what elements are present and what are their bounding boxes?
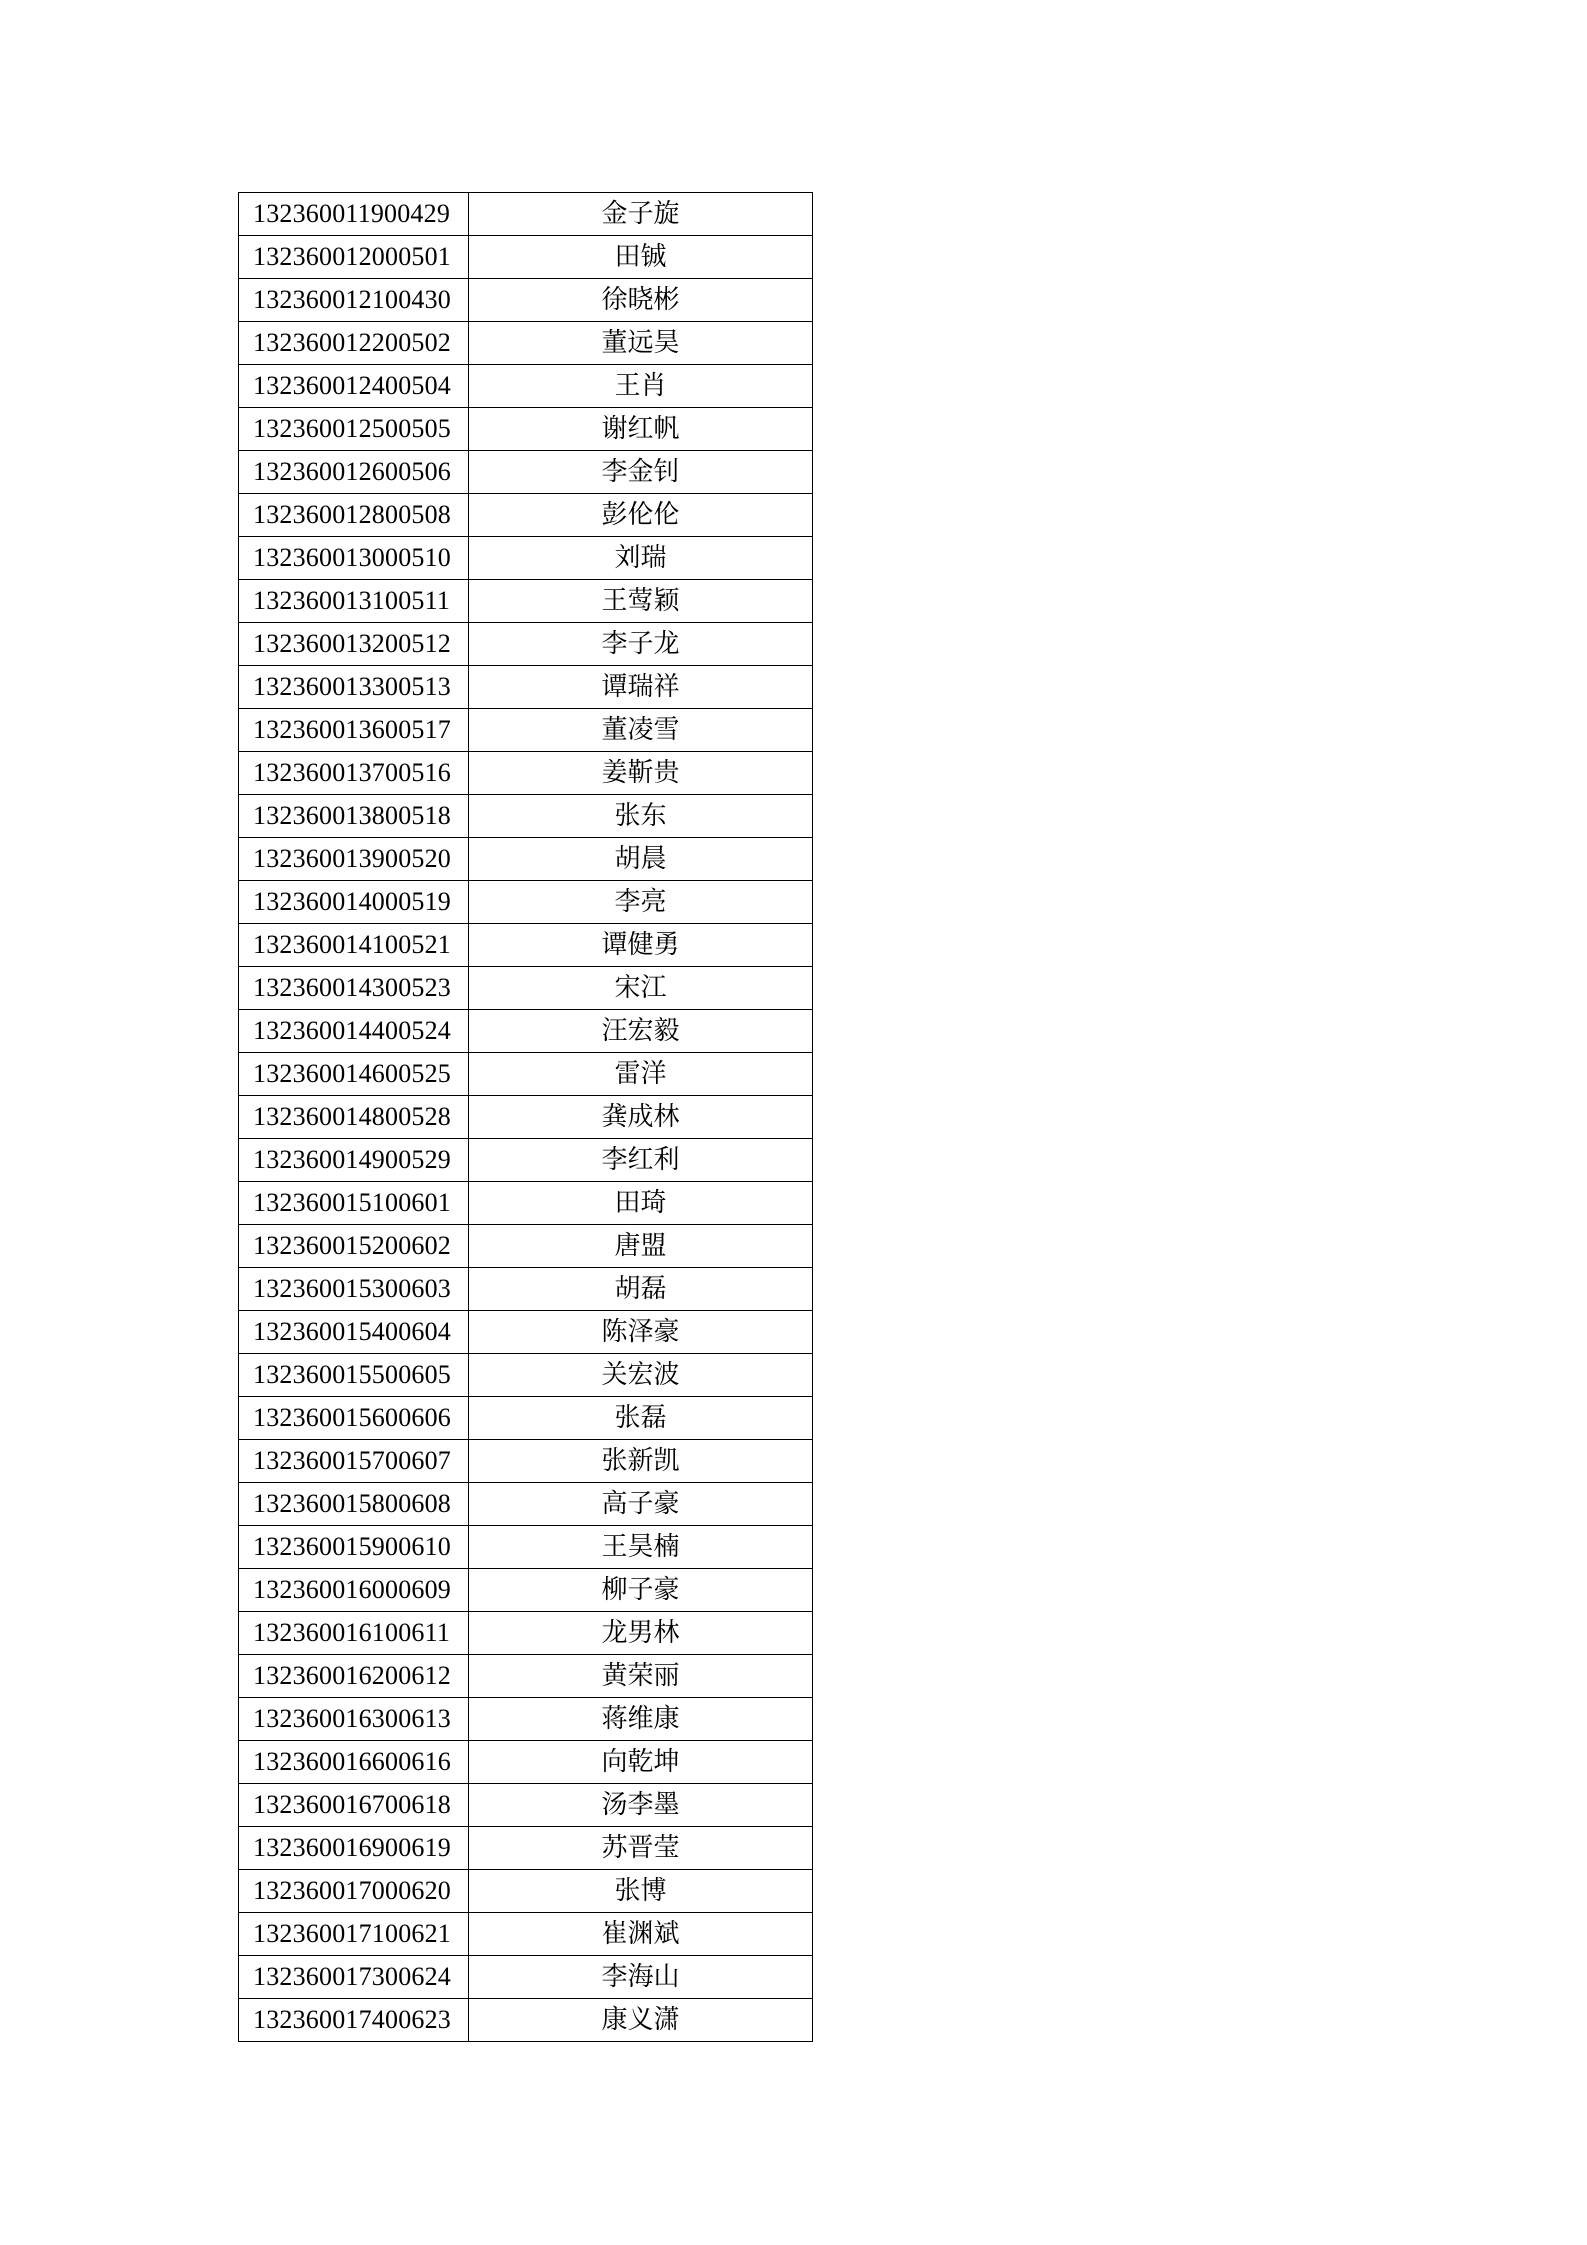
candidate-name-cell: 田琦: [469, 1182, 813, 1225]
candidate-id-cell: 132360015900610: [239, 1526, 469, 1569]
candidate-name-cell: 彭伦伦: [469, 494, 813, 537]
candidate-id-cell: 132360012800508: [239, 494, 469, 537]
table-row: [239, 580, 813, 623]
candidate-id-cell: 132360013700516: [239, 752, 469, 795]
candidate-id-cell: 132360017000620: [239, 1870, 469, 1913]
candidate-id-cell: 132360013300513: [239, 666, 469, 709]
candidate-id-cell: 132360016600616: [239, 1741, 469, 1784]
candidate-id-cell: 132360016300613: [239, 1698, 469, 1741]
candidate-id-cell: 132360015300603: [239, 1268, 469, 1311]
candidate-name-cell: 张博: [469, 1870, 813, 1913]
candidate-name-cell: 金子旋: [469, 193, 813, 236]
candidate-name-cell: 崔渊斌: [469, 1913, 813, 1956]
candidate-name-cell: 张磊: [469, 1397, 813, 1440]
candidate-name-cell: 唐盟: [469, 1225, 813, 1268]
candidate-name-cell: 张新凯: [469, 1440, 813, 1483]
candidate-name-cell: 李红利: [469, 1139, 813, 1182]
table-row: [239, 1784, 813, 1827]
table-row: [239, 1612, 813, 1655]
candidate-id-cell: 132360015700607: [239, 1440, 469, 1483]
table-row: [239, 1483, 813, 1526]
table-row: [239, 365, 813, 408]
candidate-name-cell: 关宏波: [469, 1354, 813, 1397]
table-row: [239, 1913, 813, 1956]
candidate-name-cell: 柳子豪: [469, 1569, 813, 1612]
candidate-id-cell: 132360013100511: [239, 580, 469, 623]
candidate-id-cell: 132360012200502: [239, 322, 469, 365]
table-row: [239, 1311, 813, 1354]
candidate-name-cell: 田铖: [469, 236, 813, 279]
candidate-id-cell: 132360014600525: [239, 1053, 469, 1096]
table-row: [239, 924, 813, 967]
candidate-id-cell: 132360011900429: [239, 193, 469, 236]
table-row: [239, 1569, 813, 1612]
table-row: [239, 236, 813, 279]
candidate-id-cell: 132360012600506: [239, 451, 469, 494]
candidate-id-cell: 132360015400604: [239, 1311, 469, 1354]
candidate-name-cell: 徐晓彬: [469, 279, 813, 322]
candidate-id-cell: 132360014100521: [239, 924, 469, 967]
table-row: [239, 1440, 813, 1483]
candidate-name-cell: 汪宏毅: [469, 1010, 813, 1053]
roster-table: [238, 192, 813, 2042]
candidate-name-cell: 向乾坤: [469, 1741, 813, 1784]
table-row: [239, 193, 813, 236]
candidate-name-cell: 李亮: [469, 881, 813, 924]
candidate-id-cell: 132360014900529: [239, 1139, 469, 1182]
table-row: [239, 709, 813, 752]
candidate-name-cell: 高子豪: [469, 1483, 813, 1526]
candidate-name-cell: 王肖: [469, 365, 813, 408]
candidate-name-cell: 董凌雪: [469, 709, 813, 752]
table-row: [239, 1698, 813, 1741]
candidate-name-cell: 龙男林: [469, 1612, 813, 1655]
table-row: [239, 1354, 813, 1397]
candidate-id-cell: 132360013600517: [239, 709, 469, 752]
candidate-name-cell: 龚成林: [469, 1096, 813, 1139]
table-row: [239, 795, 813, 838]
candidate-id-cell: 132360017400623: [239, 1999, 469, 2042]
candidate-id-cell: 132360015100601: [239, 1182, 469, 1225]
table-row: [239, 1526, 813, 1569]
candidate-id-cell: 132360012500505: [239, 408, 469, 451]
table-row: [239, 537, 813, 580]
candidate-name-cell: 黄荣丽: [469, 1655, 813, 1698]
table-row: [239, 881, 813, 924]
candidate-name-cell: 谢红帆: [469, 408, 813, 451]
candidate-id-cell: 132360016200612: [239, 1655, 469, 1698]
candidate-name-cell: 张东: [469, 795, 813, 838]
candidate-name-cell: 胡磊: [469, 1268, 813, 1311]
table-row: [239, 1827, 813, 1870]
candidate-id-cell: 132360016700618: [239, 1784, 469, 1827]
table-row: [239, 1053, 813, 1096]
candidate-id-cell: 132360014000519: [239, 881, 469, 924]
candidate-id-cell: 132360014400524: [239, 1010, 469, 1053]
candidate-id-cell: 132360013000510: [239, 537, 469, 580]
candidate-id-cell: 132360014800528: [239, 1096, 469, 1139]
candidate-id-cell: 132360016900619: [239, 1827, 469, 1870]
table-row: [239, 322, 813, 365]
table-row: [239, 623, 813, 666]
table-row: [239, 967, 813, 1010]
candidate-id-cell: 132360015200602: [239, 1225, 469, 1268]
candidate-id-cell: 132360016000609: [239, 1569, 469, 1612]
table-row: [239, 1870, 813, 1913]
table-row: [239, 451, 813, 494]
table-row: [239, 1741, 813, 1784]
candidate-name-cell: 董远昊: [469, 322, 813, 365]
roster-table-body: [239, 193, 813, 2042]
table-row: [239, 1096, 813, 1139]
candidate-name-cell: 刘瑞: [469, 537, 813, 580]
candidate-name-cell: 王昊楠: [469, 1526, 813, 1569]
candidate-name-cell: 蒋维康: [469, 1698, 813, 1741]
candidate-name-cell: 谭瑞祥: [469, 666, 813, 709]
candidate-name-cell: 王莺颖: [469, 580, 813, 623]
candidate-id-cell: 132360013200512: [239, 623, 469, 666]
table-row: [239, 838, 813, 881]
candidate-id-cell: 132360013800518: [239, 795, 469, 838]
table-row: [239, 1268, 813, 1311]
table-row: [239, 1397, 813, 1440]
candidate-name-cell: 李金钊: [469, 451, 813, 494]
table-row: [239, 1139, 813, 1182]
table-row: [239, 408, 813, 451]
candidate-id-cell: 132360012000501: [239, 236, 469, 279]
table-row: [239, 1956, 813, 1999]
table-row: [239, 1655, 813, 1698]
candidate-name-cell: 汤李墨: [469, 1784, 813, 1827]
candidate-name-cell: 李海山: [469, 1956, 813, 1999]
candidate-id-cell: 132360012400504: [239, 365, 469, 408]
candidate-name-cell: 李子龙: [469, 623, 813, 666]
table-row: [239, 1182, 813, 1225]
candidate-name-cell: 雷洋: [469, 1053, 813, 1096]
table-row: [239, 279, 813, 322]
candidate-name-cell: 胡晨: [469, 838, 813, 881]
candidate-name-cell: 谭健勇: [469, 924, 813, 967]
table-row: [239, 1999, 813, 2042]
candidate-name-cell: 宋江: [469, 967, 813, 1010]
table-row: [239, 1225, 813, 1268]
candidate-id-cell: 132360012100430: [239, 279, 469, 322]
candidate-id-cell: 132360014300523: [239, 967, 469, 1010]
table-row: [239, 666, 813, 709]
table-row: [239, 1010, 813, 1053]
table-row: [239, 752, 813, 795]
candidate-id-cell: 132360013900520: [239, 838, 469, 881]
candidate-name-cell: 姜靳贵: [469, 752, 813, 795]
candidate-id-cell: 132360017300624: [239, 1956, 469, 1999]
candidate-id-cell: 132360015500605: [239, 1354, 469, 1397]
candidate-name-cell: 康义潇: [469, 1999, 813, 2042]
candidate-name-cell: 苏晋莹: [469, 1827, 813, 1870]
candidate-name-cell: 陈泽豪: [469, 1311, 813, 1354]
candidate-id-cell: 132360015800608: [239, 1483, 469, 1526]
candidate-id-cell: 132360015600606: [239, 1397, 469, 1440]
candidate-id-cell: 132360016100611: [239, 1612, 469, 1655]
table-row: [239, 494, 813, 537]
candidate-id-cell: 132360017100621: [239, 1913, 469, 1956]
